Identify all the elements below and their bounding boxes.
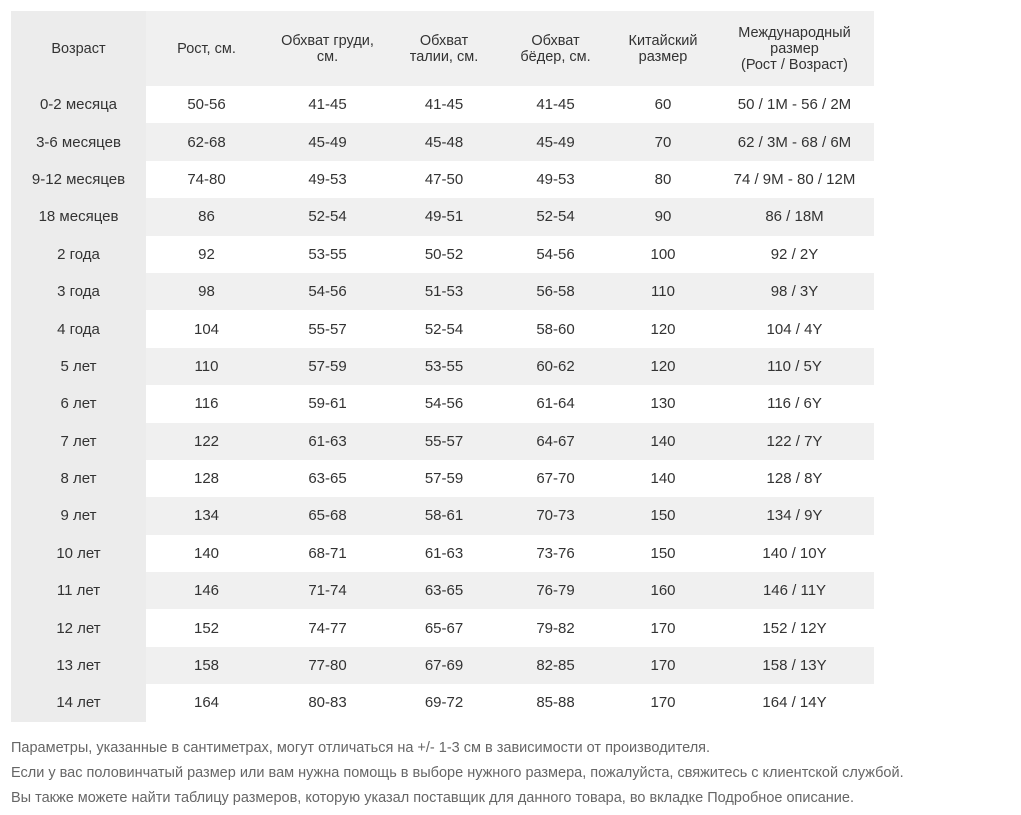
cell-waist: 57-59 (424, 470, 464, 488)
cell-hips: 56-58 (500, 273, 611, 310)
header-chinese-size: Китайский размер (611, 11, 715, 86)
cell-international-size: 62 / 3M - 68 / 6M (715, 123, 874, 160)
cell-chest: 65-68 (267, 497, 388, 534)
table-row (11, 497, 874, 534)
cell-hips: 61-64 (536, 395, 575, 413)
cell-age: 13 лет (11, 647, 146, 684)
cell-height: 98 (146, 273, 267, 310)
cell-international-size: 134 / 9Y (715, 497, 874, 534)
cell-waist: 58-61 (388, 497, 500, 534)
table-row (11, 423, 874, 460)
cell-height: 134 (146, 497, 267, 534)
cell-waist: 63-65 (388, 572, 500, 609)
cell-waist: 52-54 (424, 320, 464, 338)
cell-waist: 61-63 (424, 544, 464, 562)
size-chart-table (11, 11, 874, 722)
cell-chinese-size: 140 (650, 470, 676, 488)
cell-age: 2 года (11, 236, 146, 273)
cell-age: 18 месяцев (11, 198, 146, 235)
cell-chinese-size: 130 (650, 395, 676, 413)
cell-international-size: 86 / 18M (715, 198, 874, 235)
cell-international-size: 128 / 8Y (766, 470, 823, 488)
cell-age: 0-2 месяца (11, 86, 146, 123)
cell-international-size: 158 / 13Y (715, 647, 874, 684)
cell-waist: 55-57 (388, 423, 500, 460)
table-row (11, 236, 874, 273)
header-height: Рост, см. (146, 11, 267, 86)
cell-waist: 69-72 (424, 694, 464, 712)
cell-hips: 76-79 (500, 572, 611, 609)
cell-height: 62-68 (146, 123, 267, 160)
cell-waist: 67-69 (388, 647, 500, 684)
cell-chinese-size: 90 (611, 198, 715, 235)
cell-waist: 50-52 (424, 245, 464, 263)
cell-hips: 52-54 (500, 198, 611, 235)
cell-height: 74-80 (187, 170, 226, 188)
cell-chest: 63-65 (308, 470, 347, 488)
cell-hips: 85-88 (536, 694, 575, 712)
footnote-supplier-chart: Вы также можете найти таблицу размеров, которую указал поставщик для данного товара, во вкладке Подробное описание. (11, 790, 855, 806)
cell-chest: 80-83 (308, 694, 347, 712)
cell-chinese-size: 170 (611, 647, 715, 684)
footnote-measurement-tolerance: Параметры, указанные в сантиметрах, могут отличаться на +/- 1-3 см в зависимости от производителя. (11, 740, 711, 756)
cell-height: 140 (193, 544, 220, 562)
cell-chest: 52-54 (267, 198, 388, 235)
cell-international-size: 140 / 10Y (762, 544, 827, 562)
cell-chinese-size: 120 (611, 348, 715, 385)
cell-age: 5 лет (11, 348, 146, 385)
cell-height: 86 (146, 198, 267, 235)
cell-chest: 57-59 (267, 348, 388, 385)
cell-age: 14 лет (11, 684, 146, 721)
cell-international-size: 116 / 6Y (767, 395, 822, 413)
cell-height: 164 (193, 694, 220, 712)
cell-chinese-size: 120 (650, 320, 676, 338)
cell-hips: 70-73 (500, 497, 611, 534)
cell-hips: 82-85 (500, 647, 611, 684)
table-row (11, 348, 874, 385)
cell-chinese-size: 150 (611, 497, 715, 534)
cell-height: 104 (193, 320, 220, 338)
cell-age: 11 лет (11, 572, 146, 609)
cell-chest: 55-57 (308, 320, 347, 338)
cell-chest: 68-71 (308, 544, 347, 562)
cell-age: 9 лет (11, 497, 146, 534)
header-chest: Обхват груди, см. (267, 11, 388, 86)
cell-waist: 49-51 (388, 198, 500, 235)
cell-height: 158 (146, 647, 267, 684)
cell-chest: 45-49 (267, 123, 388, 160)
cell-hips: 67-70 (536, 470, 575, 488)
cell-chest: 53-55 (308, 245, 347, 263)
cell-hips: 79-82 (536, 619, 575, 637)
cell-height: 92 (198, 245, 215, 263)
cell-chinese-size: 60 (654, 96, 672, 114)
cell-age: 12 лет (11, 609, 146, 646)
cell-height: 122 (146, 423, 267, 460)
table-row (11, 385, 874, 422)
header-hips: Обхват бёдер, см. (500, 11, 611, 86)
cell-international-size: 104 / 4Y (766, 320, 823, 338)
cell-waist: 53-55 (388, 348, 500, 385)
cell-height: 50-56 (187, 96, 226, 114)
cell-age: 10 лет (11, 535, 146, 572)
cell-age: 6 лет (11, 385, 146, 422)
cell-chest: 59-61 (308, 395, 347, 413)
cell-hips: 60-62 (500, 348, 611, 385)
table-row (11, 609, 874, 646)
cell-height: 116 (194, 395, 219, 413)
cell-waist: 41-45 (424, 96, 464, 114)
cell-international-size: 164 / 14Y (762, 694, 827, 712)
cell-hips: 58-60 (536, 320, 575, 338)
cell-waist: 65-67 (424, 619, 464, 637)
table-row (11, 161, 874, 198)
table-row (11, 535, 874, 572)
cell-chinese-size: 160 (611, 572, 715, 609)
cell-age: 4 года (11, 310, 146, 347)
cell-chest: 71-74 (267, 572, 388, 609)
table-row (11, 310, 874, 347)
cell-international-size: 146 / 11Y (715, 572, 874, 609)
table-header-row (11, 11, 874, 86)
cell-waist: 54-56 (424, 395, 464, 413)
cell-chest: 77-80 (267, 647, 388, 684)
cell-international-size: 50 / 1M - 56 / 2M (737, 96, 852, 114)
cell-hips: 45-49 (500, 123, 611, 160)
cell-age: 3-6 месяцев (11, 123, 146, 160)
cell-chinese-size: 170 (650, 619, 676, 637)
cell-chest: 54-56 (267, 273, 388, 310)
cell-age: 7 лет (11, 423, 146, 460)
cell-waist: 51-53 (388, 273, 500, 310)
table-body (11, 86, 874, 722)
cell-chinese-size: 70 (611, 123, 715, 160)
cell-chinese-size: 150 (650, 544, 676, 562)
cell-international-size: 98 / 3Y (715, 273, 874, 310)
table-row (11, 572, 874, 609)
header-international-size: Международный размер (Рост / Возраст) (715, 11, 874, 86)
cell-chest: 49-53 (308, 170, 347, 188)
cell-international-size: 92 / 2Y (770, 245, 819, 263)
cell-chest: 74-77 (308, 619, 347, 637)
cell-chinese-size: 110 (611, 273, 715, 310)
table-row (11, 460, 874, 497)
cell-international-size: 122 / 7Y (715, 423, 874, 460)
cell-age: 8 лет (11, 460, 146, 497)
cell-hips: 41-45 (536, 96, 575, 114)
cell-hips: 64-67 (500, 423, 611, 460)
cell-hips: 73-76 (536, 544, 575, 562)
cell-height: 146 (146, 572, 267, 609)
cell-chest: 61-63 (267, 423, 388, 460)
cell-height: 110 (146, 348, 267, 385)
cell-chinese-size: 170 (650, 694, 676, 712)
table-row (11, 123, 874, 160)
cell-waist: 47-50 (424, 170, 464, 188)
footnotes (11, 736, 1016, 811)
cell-height: 152 (193, 619, 220, 637)
cell-chinese-size: 140 (611, 423, 715, 460)
table-row (11, 647, 874, 684)
cell-chest: 41-45 (308, 96, 347, 114)
cell-international-size: 152 / 12Y (762, 619, 827, 637)
cell-age: 9-12 месяцев (11, 161, 146, 198)
cell-age: 3 года (11, 273, 146, 310)
cell-international-size: 74 / 9M - 80 / 12M (733, 170, 856, 188)
footnote-contact-support: Если у вас половинчатый размер или вам нужна помощь в выборе нужного размера, пожалуйста, свяжитесь с клиентской службой. (11, 765, 904, 781)
table-row (11, 684, 874, 721)
cell-waist: 45-48 (388, 123, 500, 160)
cell-hips: 54-56 (536, 245, 575, 263)
table-row (11, 273, 874, 310)
cell-height: 128 (193, 470, 220, 488)
table-row (11, 198, 874, 235)
cell-chinese-size: 80 (654, 170, 672, 188)
table-row (11, 86, 874, 123)
cell-international-size: 110 / 5Y (715, 348, 874, 385)
cell-hips: 49-53 (536, 170, 575, 188)
header-age: Возраст (11, 11, 146, 86)
cell-chinese-size: 100 (650, 245, 676, 263)
header-waist: Обхват талии, см. (388, 11, 500, 86)
